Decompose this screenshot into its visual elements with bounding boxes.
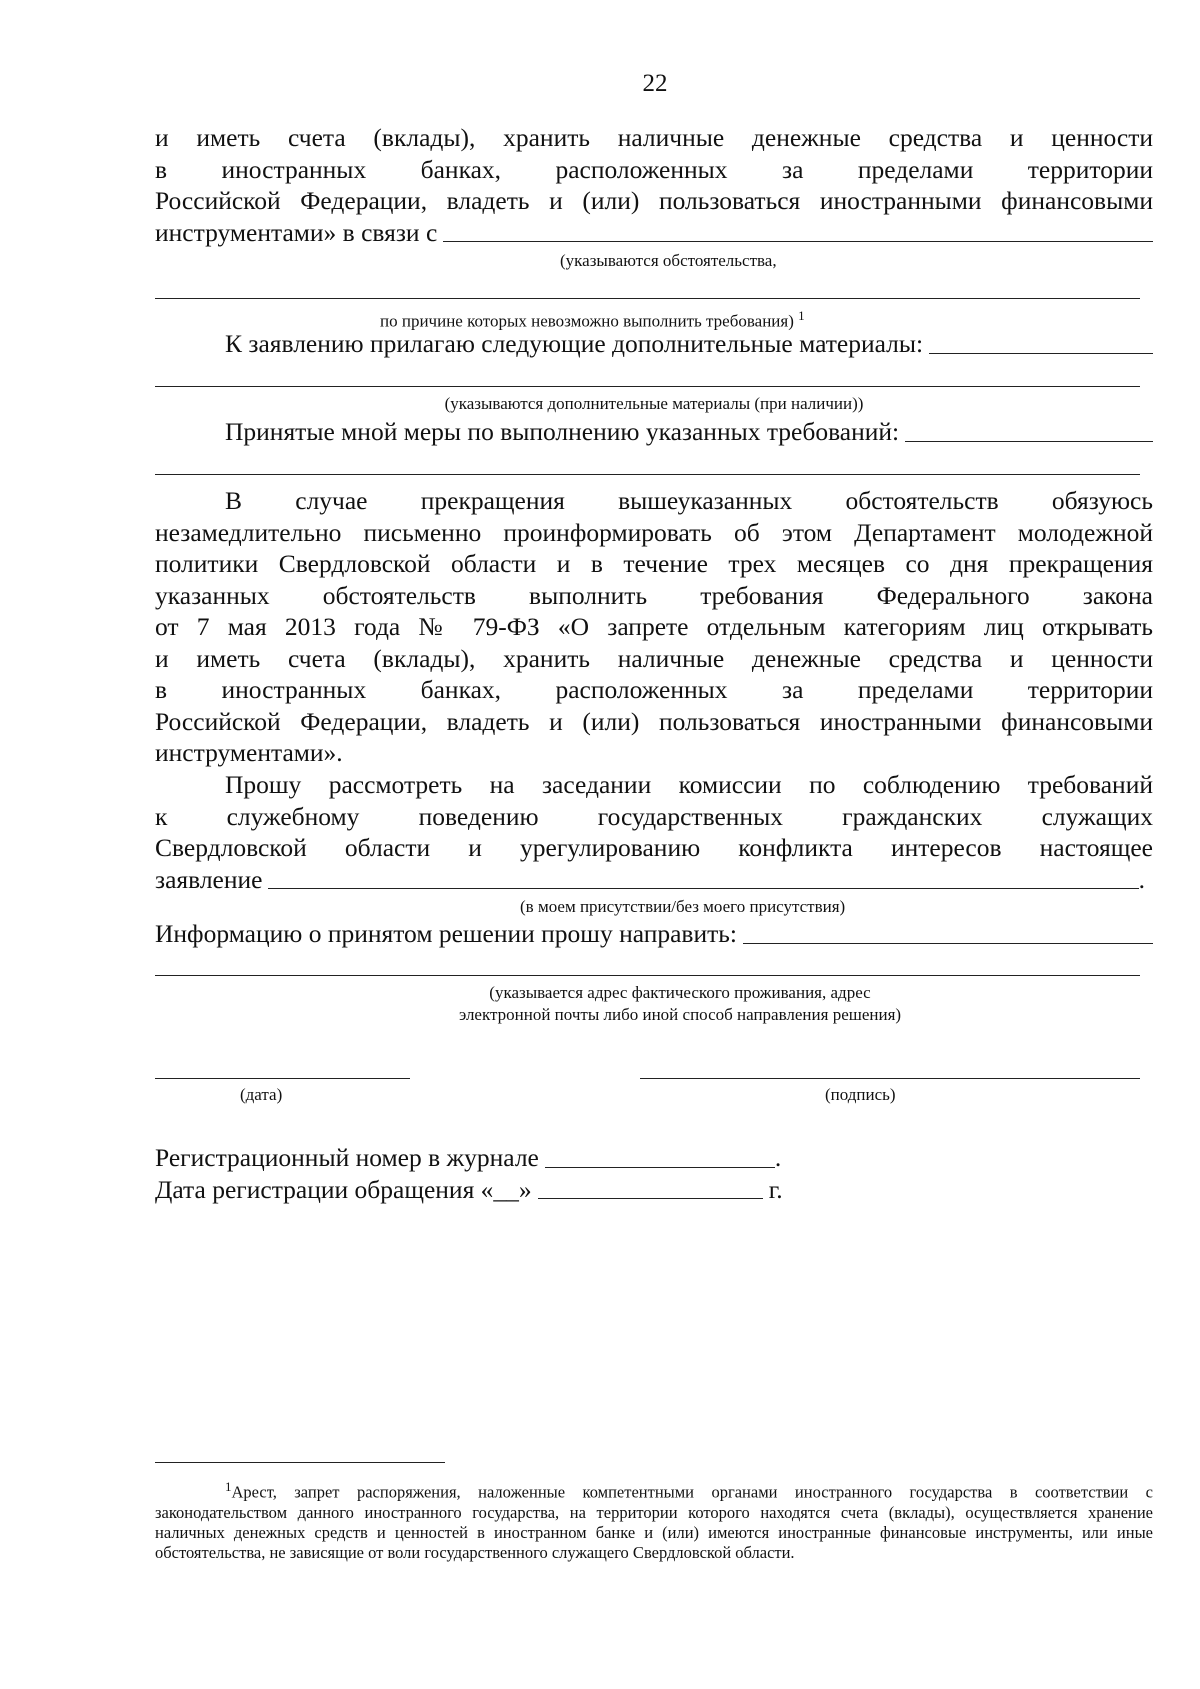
signature-field[interactable] xyxy=(640,1078,1140,1079)
attach-label: К заявлению прилагаю следующие дополнительные материалы: xyxy=(225,329,924,358)
text-line: к служебному поведению государственных гражданских служащих xyxy=(155,801,1153,831)
text-line: инструментами». xyxy=(155,738,343,767)
attachments-field-line[interactable] xyxy=(155,386,1140,387)
address-field[interactable] xyxy=(743,943,1153,944)
period: . xyxy=(774,1143,782,1172)
footnote-mark: 1 xyxy=(225,1479,232,1494)
circumstances-field-line[interactable] xyxy=(155,298,1140,299)
presence-field[interactable] xyxy=(268,888,1138,889)
registration-block xyxy=(155,1142,855,1205)
address-field-line[interactable] xyxy=(155,975,1140,976)
caption-date: (дата) xyxy=(240,1085,283,1104)
text-line: Российской Федерации, владеть и (или) пользоваться иностранными финансовыми xyxy=(155,706,1153,736)
paragraph-obligation xyxy=(155,485,1153,769)
measures-label: Принятые мной меры по выполнению указанных требований: xyxy=(225,417,900,446)
caption-line: (указывается адрес фактического проживания, адрес xyxy=(489,983,871,1002)
circumstances-field[interactable] xyxy=(443,241,1153,242)
text-line: инструментами» в связи с xyxy=(155,217,438,247)
date-field[interactable] xyxy=(155,1078,410,1079)
caption-attachments: (указываются дополнительные материалы (при наличии)) xyxy=(444,394,864,413)
text-line: от 7 мая 2013 года № 79-ФЗ «О запрете отдельным категориям лиц открывать xyxy=(155,612,1153,641)
caption-line: электронной почты либо иной способ направления решения) xyxy=(458,1005,902,1024)
text-line: заявление xyxy=(155,864,263,894)
info-label: Информацию о принятом решении прошу направить: xyxy=(155,919,737,948)
reg-date-suffix: г. xyxy=(768,1174,783,1204)
footnote xyxy=(155,1477,1153,1563)
footnote-separator xyxy=(155,1462,445,1463)
text-line: незамедлительно письменно проинформировать об этом Департамент молодежной xyxy=(155,517,1153,547)
text-line: указанных обстоятельств выполнить требования Федерального закона xyxy=(155,580,1153,610)
attachments-field[interactable] xyxy=(929,353,1153,354)
caption-presence: (в моем присутствии/без моего присутствия) xyxy=(520,897,846,916)
caption-signature: (подпись) xyxy=(825,1085,896,1104)
text-line: Свердловской области и урегулированию конфликта интересов настоящее xyxy=(155,833,1153,862)
text-line: Российской Федерации, владеть и (или) пользоваться иностранными финансовыми xyxy=(155,186,1153,215)
text-line: в иностранных банках, расположенных за пределами территории xyxy=(155,154,1153,184)
info-row xyxy=(155,918,1153,950)
period: . xyxy=(1138,864,1145,894)
text-line: и иметь счета (вклады), хранить наличные денежные средства и ценности xyxy=(155,643,1153,673)
measures-row xyxy=(225,416,1153,448)
paragraph-request xyxy=(155,769,1153,895)
measures-field-line[interactable] xyxy=(155,474,1140,475)
paragraph-intro xyxy=(155,122,1153,248)
reg-date-field[interactable] xyxy=(538,1198,763,1199)
caption-text: по причине которых невозможно выполнить требования) xyxy=(380,311,794,331)
caption-address xyxy=(300,982,1060,1026)
attachments-row xyxy=(225,328,1153,360)
measures-field[interactable] xyxy=(905,441,1153,442)
circumstances-row xyxy=(155,217,1153,249)
reg-number-field[interactable] xyxy=(545,1167,775,1168)
text-line: Прошу рассмотреть на заседании комиссии по соблюдению требований xyxy=(225,770,1153,799)
text-line: В случае прекращения вышеуказанных обстоятельств обязуюсь xyxy=(225,486,1153,515)
caption-circumstances-1: (указываются обстоятельства, xyxy=(560,251,777,270)
text-line: в иностранных банках, расположенных за пределами территории xyxy=(155,675,1153,704)
footnote-reference: 1 xyxy=(798,308,805,323)
text-line: политики Свердловской области и в течение трех месяцев со дня прекращения xyxy=(155,549,1153,578)
reg-date-label: Дата регистрации обращения «__» xyxy=(155,1174,532,1204)
text-line: и иметь счета (вклады), хранить наличные денежные средства и ценности xyxy=(155,123,1153,152)
presence-row xyxy=(155,864,1145,896)
page-number: 22 xyxy=(642,70,668,97)
footnote-text: Арест, запрет распоряжения, наложенные компетентными органами иностранного государства в соответствии с законодательством данного иностранного государства, на территории которого находятся счета (вклады), осуществляется хранение наличных денежных средств и ценностей в иностранном банке и (или) имеются иностранные финансовые инструменты, или иные обстоятельства, не зависящие от воли государственного служащего Свердловской области. xyxy=(155,1482,1153,1562)
reg-number-label: Регистрационный номер в журнале xyxy=(155,1143,539,1172)
